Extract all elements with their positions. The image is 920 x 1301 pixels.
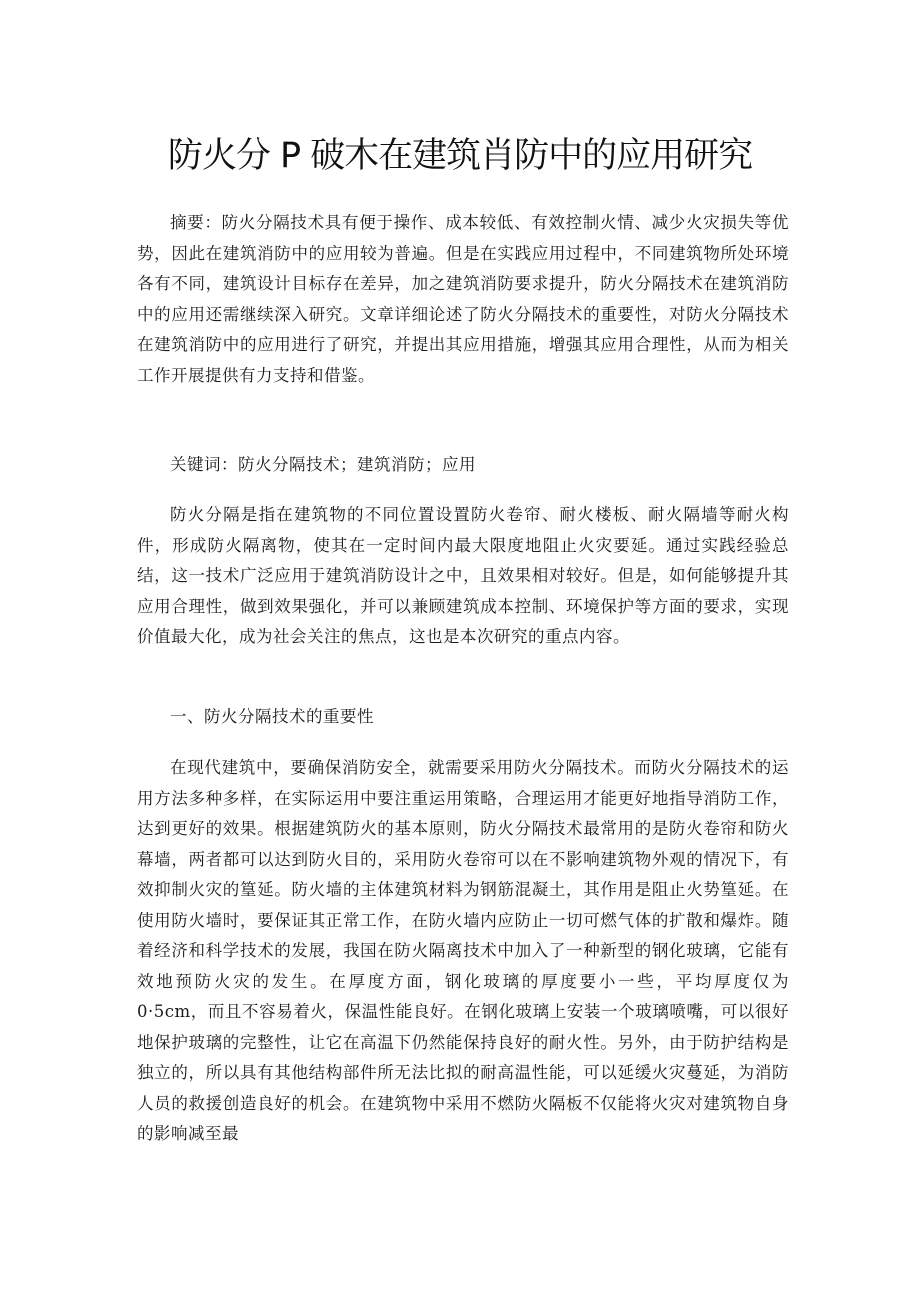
section-body-paragraph: 在现代建筑中，要确保消防安全，就需要采用防火分隔技术。而防火分隔技术的运用方法多种多样，在实际运用中要注重运用策略，合理运用才能更好地指导消防工作，达到更好的效果。根据建筑防火的基本原则，防火分隔技术最常用的是防火卷帘和防火幕墙，两者都可以达到防火目的，采用防火卷帘可以在不影响建筑物外观的情况下，有效抑制火灾的篁延。防火墙的主体建筑材料为钢筋混凝土，其作用是阻止火势篁延。在使用防火墙时，要保证其正常工作，在防火墙内应防止一切可燃气体的扩散和爆炸。随着经济和科学技术的发展，我国在防火隔离技术中加入了一种新型的钢化玻璃，它能有效地预防火灾的发生。在厚度方面，钢化玻璃的厚度要小一些，平均厚度仅为 0·5cm，而且不容易着火，保温性能良好。在钢化玻璃上安装一个玻璃喷嘴，可以很好地保护玻璃的完整性，让它在高温下仍然能保持良好的耐火性。另外，由于防护结构是独立的，所以具有其他结构部件所无法比拟的耐高温性能，可以延缓火灾蔓延，为消防人员的救援创造良好的机会。在建筑物中采用不燃防火隔板不仅能将火灾对建筑物自身的影响减至最 <box>137 758 789 1143</box>
intro-paragraph: 防火分隔是指在建筑物的不同位置设置防火卷帘、耐火楼板、耐火隔墙等耐火构件，形成防火隔离物，使其在一定时间内最大限度地阻止火灾要延。通过实践经验总结，这一技术广泛应用于建筑消防设计之中，且效果相对较好。但是，如何能够提升其应用合理性，做到效果强化，并可以兼顾建筑成本控制、环境保护等方面的要求，实现价值最大化，成为社会关注的焦点，这也是本次研究的重点内容。 <box>137 505 789 646</box>
keywords-line: 关键词：防火分隔技术；建筑消防；应用 <box>170 455 476 474</box>
section-heading: 一、防火分隔技术的重要性 <box>170 707 374 726</box>
document-title: 防火分 P 破木在建筑肖防中的应用研究 <box>167 136 753 176</box>
abstract-paragraph: 摘要：防火分隔技术具有便于操作、成本较低、有效控制火情、减少火灾损失等优势，因此在建筑消防中的应用较为普遍。但是在实践应用过程中，不同建筑物所处环境各有不同，建筑设计目标存在差异，加之建筑消防要求提升，防火分隔技术在建筑消防中的应用还需继续深入研究。文章详细论述了防火分隔技术的重要性，对防火分隔技术在建筑消防中的应用进行了研究，并提出其应用措施，增强其应用合理性，从而为相关工作开展提供有力支持和借鉴。 <box>137 213 789 385</box>
